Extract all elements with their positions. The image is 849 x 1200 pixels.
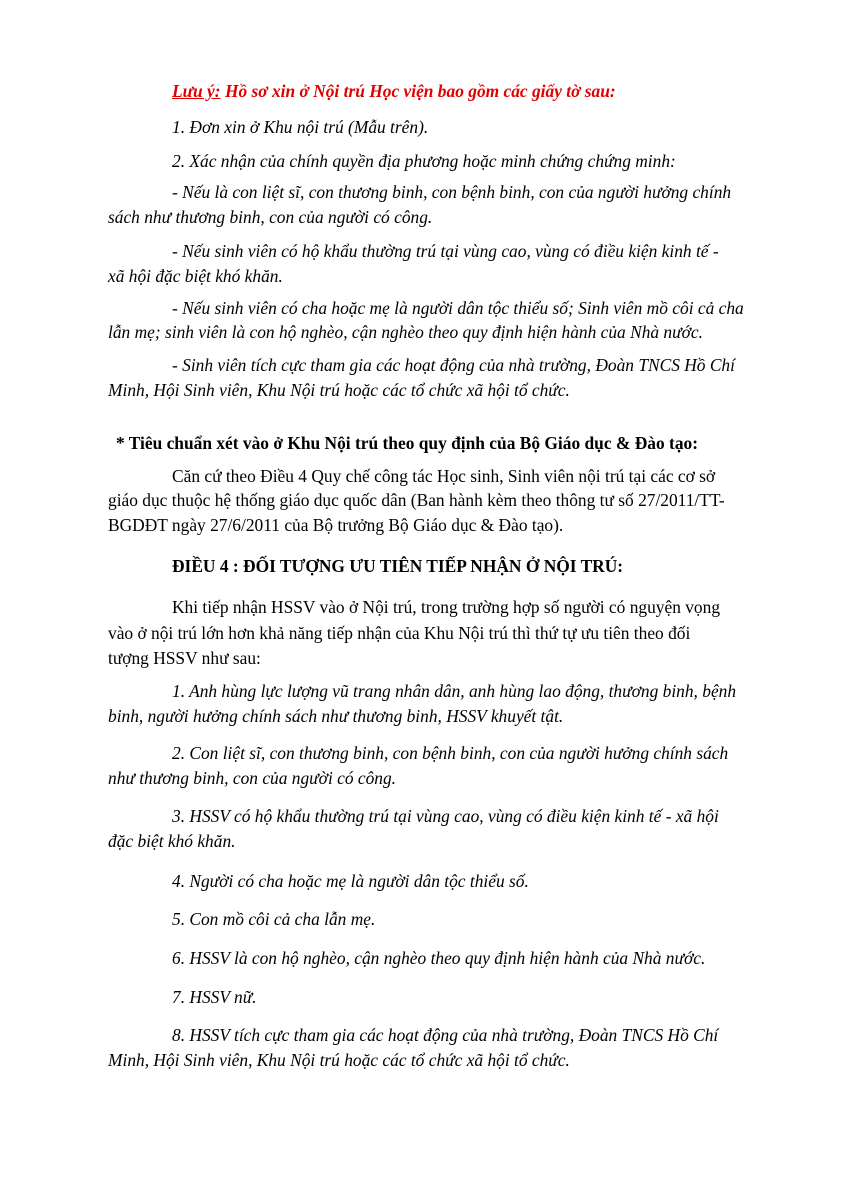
note-sub-item-3-line-2: lẫn mẹ; sinh viên là con hộ nghèo, cận nghèo theo quy định hiện hành của Nhà nước.	[108, 322, 703, 342]
note-item-1: 1. Đơn xin ở Khu nội trú (Mẫu trên).	[172, 117, 429, 137]
note-sub-item-4-line-1: - Sinh viên tích cực tham gia các hoạt động của nhà trường, Đoàn TNCS Hồ Chí	[172, 355, 735, 375]
criteria-paragraph-line-2: giáo dục thuộc hệ thống giáo dục quốc dân (Ban hành kèm theo thông tư số 27/2011/TT-	[108, 490, 725, 510]
priority-item-4: 4. Người có cha hoặc mẹ là người dân tộc thiểu số.	[172, 871, 529, 891]
note-sub-item-3-line-1: - Nếu sinh viên có cha hoặc mẹ là người dân tộc thiểu số; Sinh viên mồ côi cả cha	[172, 298, 744, 318]
criteria-paragraph-line-1: Căn cứ theo Điều 4 Quy chế công tác Học sinh, Sinh viên nội trú tại các cơ sở	[172, 466, 716, 486]
priority-item-3-line-2: đặc biệt khó khăn.	[108, 831, 236, 851]
article-heading: ĐIỀU 4 : ĐỐI TƯỢNG ƯU TIÊN TIẾP NHẬN Ở NỘI TRÚ:	[172, 556, 624, 576]
note-label: Lưu ý:	[172, 81, 221, 101]
article-intro-line-2: vào ở nội trú lớn hơn khả năng tiếp nhận của Khu Nội trú thì thứ tự ưu tiên theo đối	[108, 623, 691, 643]
note-sub-item-1-line-1: - Nếu là con liệt sĩ, con thương binh, con bệnh binh, con của người hưởng chính	[172, 182, 732, 202]
priority-item-2-line-2: như thương binh, con của người có công.	[108, 768, 397, 788]
priority-item-8-line-1: 8. HSSV tích cực tham gia các hoạt động của nhà trường, Đoàn TNCS Hồ Chí	[172, 1025, 719, 1045]
priority-item-8-line-2: Minh, Hội Sinh viên, Khu Nội trú hoặc các tổ chức xã hội tổ chức.	[108, 1050, 570, 1070]
priority-item-1-line-2: binh, người hưởng chính sách như thương binh, HSSV khuyết tật.	[108, 706, 564, 726]
priority-item-3-line-1: 3. HSSV có hộ khẩu thường trú tại vùng cao, vùng có điều kiện kinh tế - xã hội	[172, 806, 719, 826]
note-title: Hồ sơ xin ở Nội trú Học viện bao gồm các giấy tờ sau:	[224, 81, 616, 101]
note-sub-item-2-line-1: - Nếu sinh viên có hộ khẩu thường trú tại vùng cao, vùng có điều kiện kinh tế -	[172, 241, 719, 261]
criteria-heading: * Tiêu chuẩn xét vào ở Khu Nội trú theo quy định của Bộ Giáo dục & Đào tạo:	[116, 433, 698, 453]
note-heading	[172, 80, 616, 102]
priority-item-7: 7. HSSV nữ.	[172, 987, 257, 1007]
criteria-paragraph-line-3: BGDĐT ngày 27/6/2011 của Bộ trưởng Bộ Giáo dục & Đào tạo).	[108, 515, 564, 535]
note-sub-item-1-line-2: sách như thương binh, con của người có công.	[108, 207, 433, 227]
priority-item-5: 5. Con mồ côi cả cha lẫn mẹ.	[172, 909, 376, 929]
note-sub-item-2-line-2: xã hội đặc biệt khó khăn.	[108, 266, 283, 286]
note-item-2: 2. Xác nhận của chính quyền địa phương hoặc minh chứng chứng minh:	[172, 151, 676, 171]
priority-item-1-line-1: 1. Anh hùng lực lượng vũ trang nhân dân, anh hùng lao động, thương binh, bệnh	[172, 681, 737, 701]
note-sub-item-4-line-2: Minh, Hội Sinh viên, Khu Nội trú hoặc các tổ chức xã hội tổ chức.	[108, 380, 570, 400]
priority-item-6: 6. HSSV là con hộ nghèo, cận nghèo theo quy định hiện hành của Nhà nước.	[172, 948, 706, 968]
priority-item-2-line-1: 2. Con liệt sĩ, con thương binh, con bệnh binh, con của người hưởng chính sách	[172, 743, 729, 763]
article-intro-line-3: tượng HSSV như sau:	[108, 648, 261, 668]
article-intro-line-1: Khi tiếp nhận HSSV vào ở Nội trú, trong trường hợp số người có nguyện vọng	[172, 597, 721, 617]
